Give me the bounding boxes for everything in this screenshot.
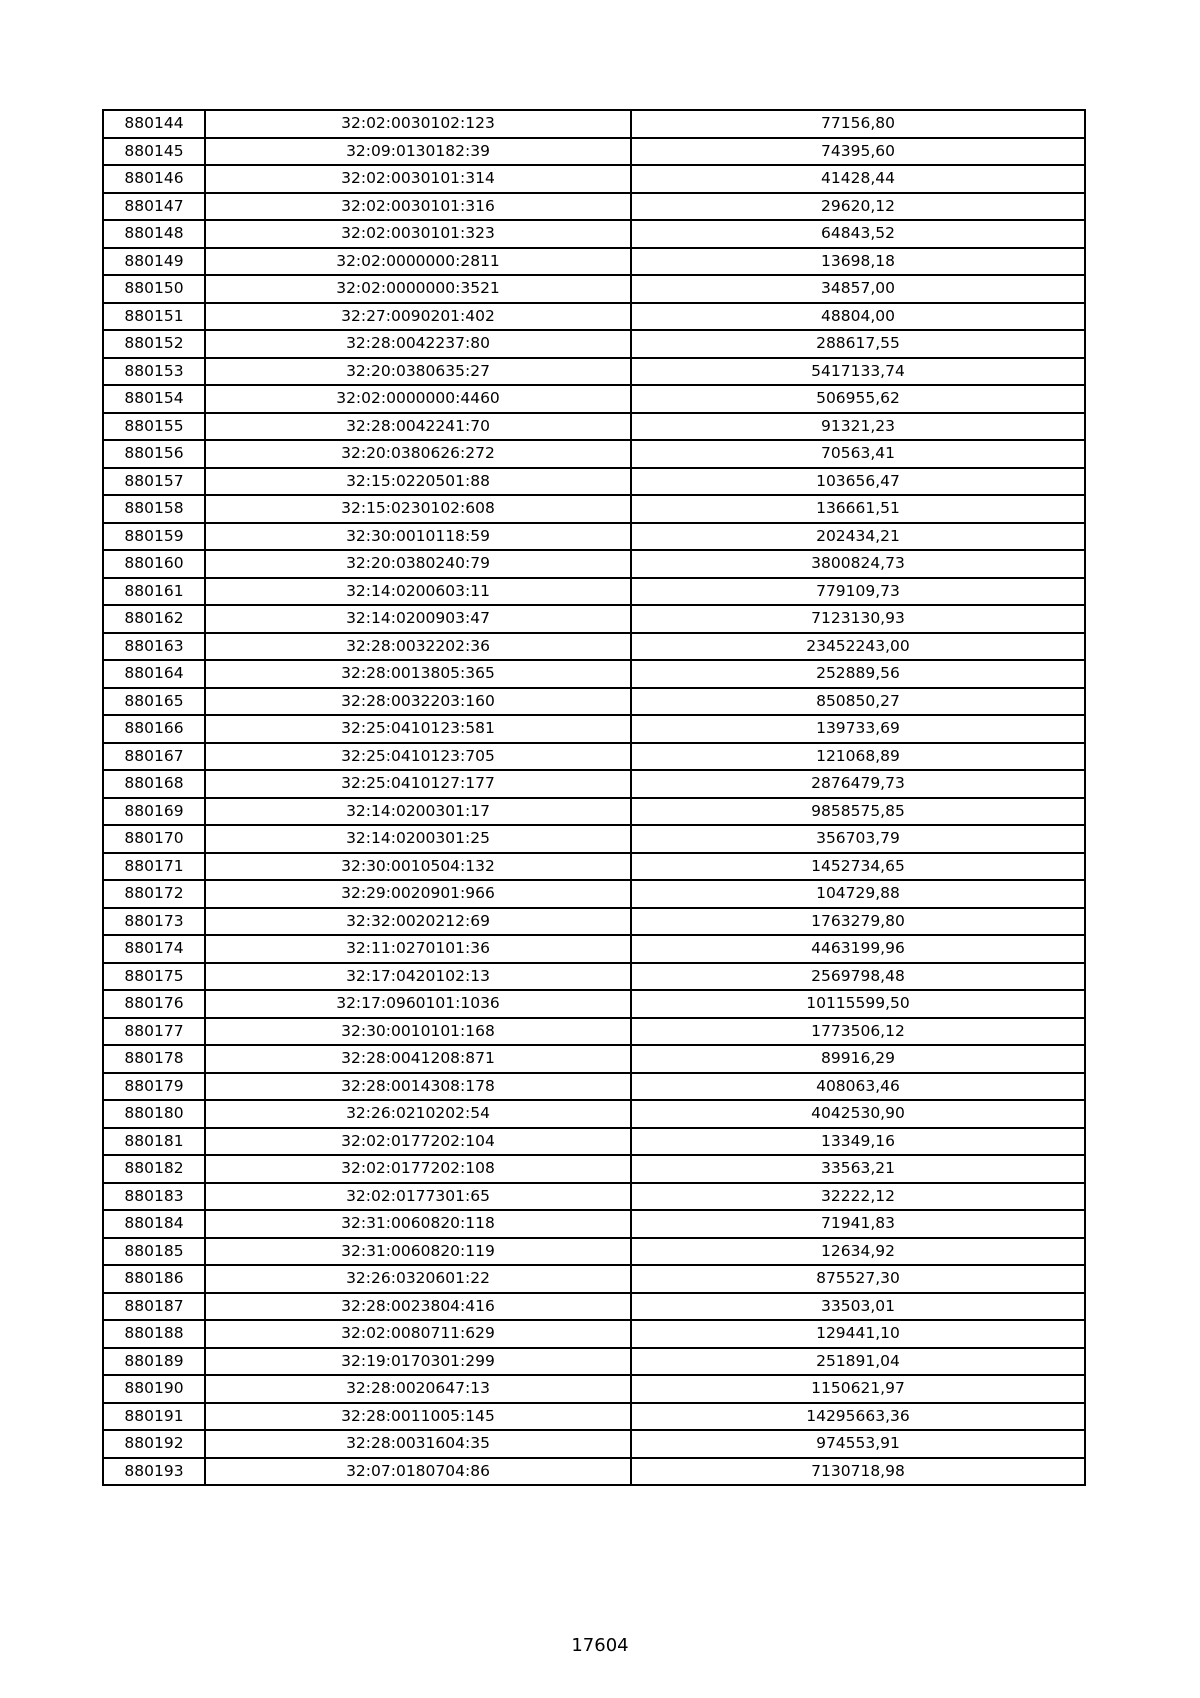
- value-cell: 89916,29: [631, 1045, 1085, 1073]
- row-id-cell: 880148: [103, 220, 205, 248]
- row-id-cell: 880161: [103, 578, 205, 606]
- value-cell: 70563,41: [631, 440, 1085, 468]
- value-cell: 7123130,93: [631, 605, 1085, 633]
- table-row: [103, 138, 1085, 166]
- cadastral-number-cell: 32:02:0000000:4460: [205, 385, 631, 413]
- value-cell: 71941,83: [631, 1210, 1085, 1238]
- row-id-cell: 880150: [103, 275, 205, 303]
- cadastral-number-cell: 32:28:0023804:416: [205, 1293, 631, 1321]
- row-id-cell: 880171: [103, 853, 205, 881]
- cadastral-number-cell: 32:25:0410123:581: [205, 715, 631, 743]
- row-id-cell: 880159: [103, 523, 205, 551]
- cadastral-number-cell: 32:20:0380626:272: [205, 440, 631, 468]
- cadastral-number-cell: 32:14:0200903:47: [205, 605, 631, 633]
- table-row: [103, 853, 1085, 881]
- table-row: [103, 578, 1085, 606]
- table-row: [103, 1238, 1085, 1266]
- row-id-cell: 880168: [103, 770, 205, 798]
- value-cell: 1763279,80: [631, 908, 1085, 936]
- value-cell: 139733,69: [631, 715, 1085, 743]
- value-cell: 13349,16: [631, 1128, 1085, 1156]
- value-cell: 408063,46: [631, 1073, 1085, 1101]
- row-id-cell: 880166: [103, 715, 205, 743]
- table-row: [103, 1183, 1085, 1211]
- table-row: [103, 935, 1085, 963]
- row-id-cell: 880151: [103, 303, 205, 331]
- value-cell: 779109,73: [631, 578, 1085, 606]
- value-cell: 121068,89: [631, 743, 1085, 771]
- row-id-cell: 880176: [103, 990, 205, 1018]
- table-row: [103, 1210, 1085, 1238]
- value-cell: 14295663,36: [631, 1403, 1085, 1431]
- table-row: [103, 523, 1085, 551]
- value-cell: 506955,62: [631, 385, 1085, 413]
- table-row: [103, 1128, 1085, 1156]
- row-id-cell: 880162: [103, 605, 205, 633]
- value-cell: 34857,00: [631, 275, 1085, 303]
- row-id-cell: 880163: [103, 633, 205, 661]
- row-id-cell: 880149: [103, 248, 205, 276]
- cadastral-number-cell: 32:02:0030101:323: [205, 220, 631, 248]
- row-id-cell: 880185: [103, 1238, 205, 1266]
- row-id-cell: 880189: [103, 1348, 205, 1376]
- value-cell: 12634,92: [631, 1238, 1085, 1266]
- row-id-cell: 880145: [103, 138, 205, 166]
- table-row: [103, 358, 1085, 386]
- table-row: [103, 1348, 1085, 1376]
- table-body: [103, 110, 1085, 1485]
- cadastral-number-cell: 32:17:0420102:13: [205, 963, 631, 991]
- row-id-cell: 880193: [103, 1458, 205, 1486]
- value-cell: 9858575,85: [631, 798, 1085, 826]
- value-cell: 48804,00: [631, 303, 1085, 331]
- table-row: [103, 550, 1085, 578]
- row-id-cell: 880147: [103, 193, 205, 221]
- row-id-cell: 880174: [103, 935, 205, 963]
- cadastral-number-cell: 32:28:0032203:160: [205, 688, 631, 716]
- value-cell: 129441,10: [631, 1320, 1085, 1348]
- cadastral-number-cell: 32:28:0013805:365: [205, 660, 631, 688]
- table-row: [103, 798, 1085, 826]
- row-id-cell: 880160: [103, 550, 205, 578]
- table-row: [103, 1155, 1085, 1183]
- cadastral-number-cell: 32:02:0177202:108: [205, 1155, 631, 1183]
- row-id-cell: 880190: [103, 1375, 205, 1403]
- row-id-cell: 880175: [103, 963, 205, 991]
- value-cell: 850850,27: [631, 688, 1085, 716]
- value-cell: 41428,44: [631, 165, 1085, 193]
- table-row: [103, 743, 1085, 771]
- cadastral-number-cell: 32:14:0200301:17: [205, 798, 631, 826]
- table-row: [103, 165, 1085, 193]
- row-id-cell: 880178: [103, 1045, 205, 1073]
- table-row: [103, 220, 1085, 248]
- cadastral-number-cell: 32:07:0180704:86: [205, 1458, 631, 1486]
- value-cell: 104729,88: [631, 880, 1085, 908]
- row-id-cell: 880157: [103, 468, 205, 496]
- row-id-cell: 880164: [103, 660, 205, 688]
- table-row: [103, 495, 1085, 523]
- row-id-cell: 880156: [103, 440, 205, 468]
- table-row: [103, 1265, 1085, 1293]
- value-cell: 10115599,50: [631, 990, 1085, 1018]
- value-cell: 23452243,00: [631, 633, 1085, 661]
- row-id-cell: 880181: [103, 1128, 205, 1156]
- table-row: [103, 1045, 1085, 1073]
- value-cell: 4042530,90: [631, 1100, 1085, 1128]
- row-id-cell: 880144: [103, 110, 205, 138]
- row-id-cell: 880187: [103, 1293, 205, 1321]
- row-id-cell: 880180: [103, 1100, 205, 1128]
- table-row: [103, 990, 1085, 1018]
- row-id-cell: 880183: [103, 1183, 205, 1211]
- row-id-cell: 880188: [103, 1320, 205, 1348]
- value-cell: 77156,80: [631, 110, 1085, 138]
- cadastral-number-cell: 32:28:0041208:871: [205, 1045, 631, 1073]
- row-id-cell: 880177: [103, 1018, 205, 1046]
- cadastral-number-cell: 32:31:0060820:119: [205, 1238, 631, 1266]
- row-id-cell: 880169: [103, 798, 205, 826]
- table-row: [103, 248, 1085, 276]
- row-id-cell: 880154: [103, 385, 205, 413]
- cadastral-number-cell: 32:14:0200603:11: [205, 578, 631, 606]
- table-row: [103, 1073, 1085, 1101]
- row-id-cell: 880182: [103, 1155, 205, 1183]
- table-row: [103, 1100, 1085, 1128]
- table-row: [103, 880, 1085, 908]
- table-row: [103, 1430, 1085, 1458]
- cadastral-number-cell: 32:02:0000000:2811: [205, 248, 631, 276]
- row-id-cell: 880167: [103, 743, 205, 771]
- table-row: [103, 275, 1085, 303]
- cadastral-number-cell: 32:28:0014308:178: [205, 1073, 631, 1101]
- cadastral-number-cell: 32:15:0220501:88: [205, 468, 631, 496]
- row-id-cell: 880184: [103, 1210, 205, 1238]
- value-cell: 1773506,12: [631, 1018, 1085, 1046]
- cadastral-number-cell: 32:20:0380240:79: [205, 550, 631, 578]
- value-cell: 7130718,98: [631, 1458, 1085, 1486]
- cadastral-number-cell: 32:02:0080711:629: [205, 1320, 631, 1348]
- cadastral-number-cell: 32:02:0030102:123: [205, 110, 631, 138]
- cadastral-number-cell: 32:32:0020212:69: [205, 908, 631, 936]
- row-id-cell: 880179: [103, 1073, 205, 1101]
- page-number: 17604: [571, 1635, 629, 1656]
- cadastral-number-cell: 32:26:0320601:22: [205, 1265, 631, 1293]
- table-row: [103, 193, 1085, 221]
- cadastral-number-cell: 32:28:0011005:145: [205, 1403, 631, 1431]
- table-row: [103, 385, 1085, 413]
- table-row: [103, 770, 1085, 798]
- table-row: [103, 1018, 1085, 1046]
- table-row: [103, 908, 1085, 936]
- cadastral-number-cell: 32:15:0230102:608: [205, 495, 631, 523]
- cadastral-number-cell: 32:09:0130182:39: [205, 138, 631, 166]
- value-cell: 875527,30: [631, 1265, 1085, 1293]
- value-cell: 136661,51: [631, 495, 1085, 523]
- row-id-cell: 880186: [103, 1265, 205, 1293]
- cadastral-number-cell: 32:29:0020901:966: [205, 880, 631, 908]
- value-cell: 202434,21: [631, 523, 1085, 551]
- value-cell: 5417133,74: [631, 358, 1085, 386]
- table-row: [103, 605, 1085, 633]
- row-id-cell: 880152: [103, 330, 205, 358]
- value-cell: 64843,52: [631, 220, 1085, 248]
- value-cell: 2876479,73: [631, 770, 1085, 798]
- cadastral-number-cell: 32:02:0030101:314: [205, 165, 631, 193]
- value-cell: 91321,23: [631, 413, 1085, 441]
- cadastral-number-cell: 32:11:0270101:36: [205, 935, 631, 963]
- cadastral-number-cell: 32:28:0031604:35: [205, 1430, 631, 1458]
- cadastral-number-cell: 32:02:0030101:316: [205, 193, 631, 221]
- cadastral-number-cell: 32:19:0170301:299: [205, 1348, 631, 1376]
- table-row: [103, 825, 1085, 853]
- table-row: [103, 963, 1085, 991]
- value-cell: 1150621,97: [631, 1375, 1085, 1403]
- row-id-cell: 880165: [103, 688, 205, 716]
- cadastral-number-cell: 32:28:0042241:70: [205, 413, 631, 441]
- table-row: [103, 413, 1085, 441]
- table-row: [103, 1375, 1085, 1403]
- cadastral-number-cell: 32:30:0010101:168: [205, 1018, 631, 1046]
- cadastral-number-cell: 32:27:0090201:402: [205, 303, 631, 331]
- value-cell: 29620,12: [631, 193, 1085, 221]
- value-cell: 974553,91: [631, 1430, 1085, 1458]
- row-id-cell: 880153: [103, 358, 205, 386]
- cadastral-number-cell: 32:28:0042237:80: [205, 330, 631, 358]
- table-row: [103, 688, 1085, 716]
- table-row: [103, 1293, 1085, 1321]
- table-row: [103, 1403, 1085, 1431]
- cadastral-number-cell: 32:14:0200301:25: [205, 825, 631, 853]
- value-cell: 13698,18: [631, 248, 1085, 276]
- row-id-cell: 880192: [103, 1430, 205, 1458]
- cadastral-number-cell: 32:26:0210202:54: [205, 1100, 631, 1128]
- table-row: [103, 1458, 1085, 1486]
- value-cell: 356703,79: [631, 825, 1085, 853]
- row-id-cell: 880155: [103, 413, 205, 441]
- row-id-cell: 880146: [103, 165, 205, 193]
- table-row: [103, 633, 1085, 661]
- cadastral-value-table: [102, 109, 1086, 1486]
- value-cell: 2569798,48: [631, 963, 1085, 991]
- cadastral-number-cell: 32:02:0177301:65: [205, 1183, 631, 1211]
- table-row: [103, 303, 1085, 331]
- cadastral-number-cell: 32:31:0060820:118: [205, 1210, 631, 1238]
- value-cell: 288617,55: [631, 330, 1085, 358]
- table-row: [103, 440, 1085, 468]
- cadastral-number-cell: 32:02:0177202:104: [205, 1128, 631, 1156]
- value-cell: 252889,56: [631, 660, 1085, 688]
- cadastral-number-cell: 32:25:0410127:177: [205, 770, 631, 798]
- row-id-cell: 880172: [103, 880, 205, 908]
- value-cell: 33563,21: [631, 1155, 1085, 1183]
- value-cell: 251891,04: [631, 1348, 1085, 1376]
- cadastral-number-cell: 32:28:0032202:36: [205, 633, 631, 661]
- row-id-cell: 880158: [103, 495, 205, 523]
- row-id-cell: 880191: [103, 1403, 205, 1431]
- value-cell: 32222,12: [631, 1183, 1085, 1211]
- value-cell: 1452734,65: [631, 853, 1085, 881]
- value-cell: 103656,47: [631, 468, 1085, 496]
- row-id-cell: 880170: [103, 825, 205, 853]
- cadastral-number-cell: 32:02:0000000:3521: [205, 275, 631, 303]
- value-cell: 74395,60: [631, 138, 1085, 166]
- table-row: [103, 660, 1085, 688]
- value-cell: 33503,01: [631, 1293, 1085, 1321]
- table-row: [103, 468, 1085, 496]
- cadastral-number-cell: 32:17:0960101:1036: [205, 990, 631, 1018]
- table-row: [103, 110, 1085, 138]
- cadastral-number-cell: 32:30:0010118:59: [205, 523, 631, 551]
- cadastral-number-cell: 32:25:0410123:705: [205, 743, 631, 771]
- table-row: [103, 1320, 1085, 1348]
- value-cell: 4463199,96: [631, 935, 1085, 963]
- cadastral-number-cell: 32:20:0380635:27: [205, 358, 631, 386]
- table-row: [103, 715, 1085, 743]
- cadastral-number-cell: 32:28:0020647:13: [205, 1375, 631, 1403]
- value-cell: 3800824,73: [631, 550, 1085, 578]
- table-row: [103, 330, 1085, 358]
- cadastral-number-cell: 32:30:0010504:132: [205, 853, 631, 881]
- row-id-cell: 880173: [103, 908, 205, 936]
